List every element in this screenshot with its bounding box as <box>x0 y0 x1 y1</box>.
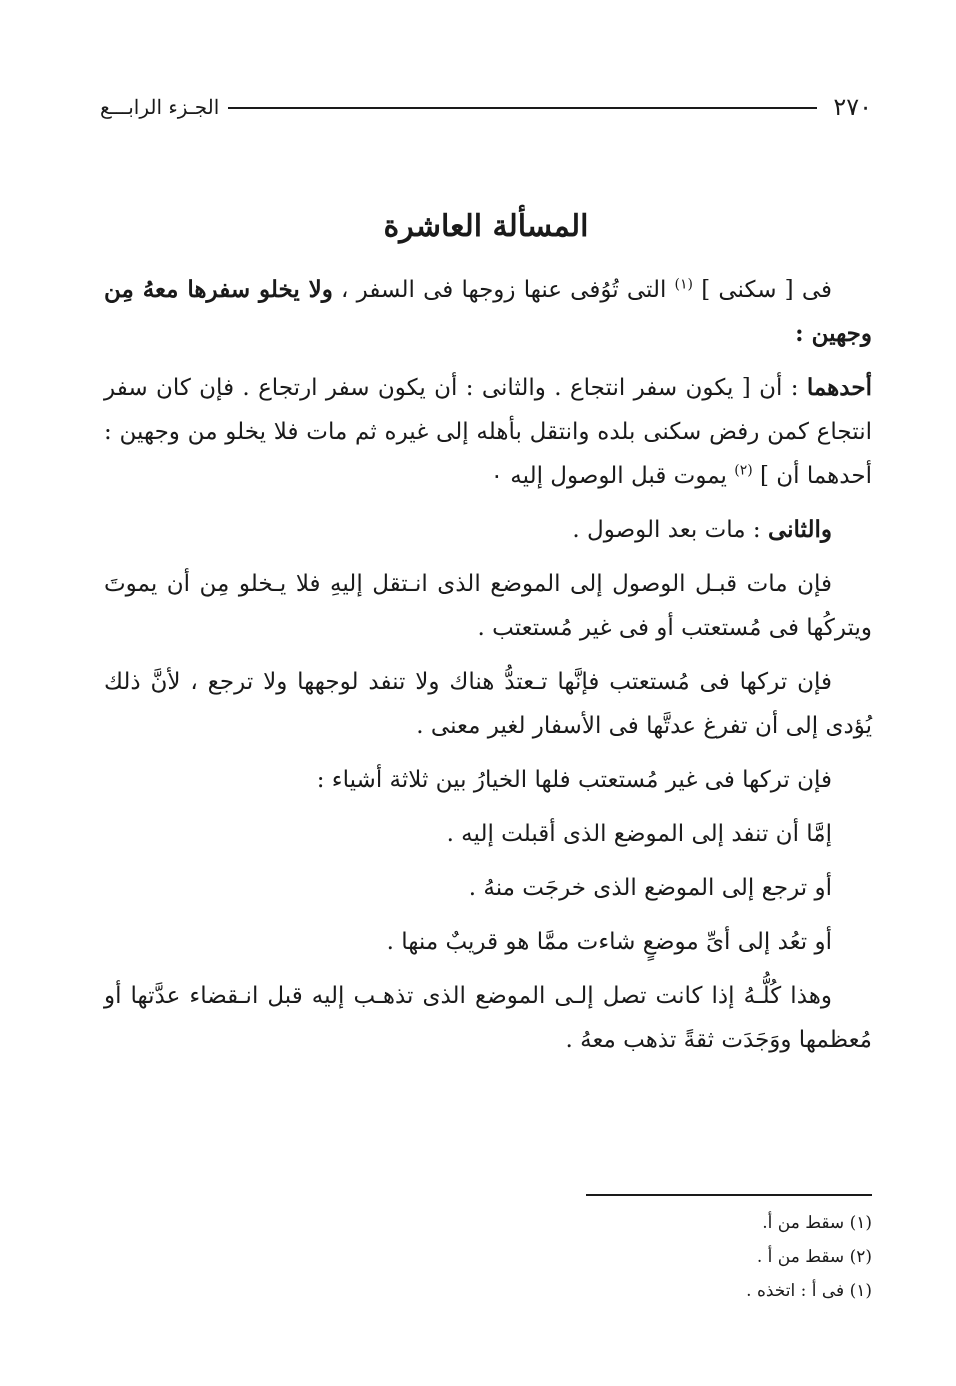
text-run: : أن [ يكون سفر انتجاع . والثانى : أن يكون سفر ارتجاع . فإن كان سفر انتجاع كمن رفض سكنى بلده وانتقل بأهله إلى غيره ثم مات فلا يخلو من وجهين : أحدهما أن ] <box>104 375 872 489</box>
bold-text: ولا يخلو سفرها معهُ مِن وجهين : <box>104 276 872 347</box>
bold-text: والثانى <box>767 516 832 543</box>
text-run: فى [ سكنى ] <box>693 277 832 303</box>
text-run: فإن مات قبـل الوصول إلى الموضع الذى انـتقل إليهِ فلا يـخلو مِن أن يموتَ ويتركُها فى مُستعتب أو فى غير مُستعتب . <box>104 571 872 641</box>
body-paragraph <box>104 508 872 552</box>
text-run: التى تُوُفى عنها زوجها فى السفر ، <box>332 277 675 303</box>
footnotes <box>372 1206 872 1308</box>
page-header <box>100 92 872 122</box>
footnote-rule <box>586 1194 872 1196</box>
footnote-item: (١) سقط من أ. <box>762 1213 872 1233</box>
text-run: إمَّا أن تنفد إلى الموضع الذى أقبلت إليه . <box>446 821 832 847</box>
body-paragraph <box>104 660 872 748</box>
text-run: أو ترجع إلى الموضع الذى خرجَت منهُ . <box>468 875 832 901</box>
body-paragraph <box>104 866 872 910</box>
body-paragraph <box>104 812 872 856</box>
chapter-title: المسألة العاشرة <box>383 209 589 244</box>
body-paragraph <box>104 366 872 498</box>
footnote-marker: (٢) <box>734 462 753 479</box>
header-rule <box>228 107 817 109</box>
body-paragraph <box>104 920 872 964</box>
bold-text: أحدهما <box>806 374 872 401</box>
body-paragraph <box>104 268 872 356</box>
body-paragraph <box>104 758 872 802</box>
text-run: أو تعُد إلى أىِّ موضعٍ شاءت ممَّا هو قريبٌ منها . <box>386 929 832 955</box>
text-run: : مات بعد الوصول . <box>572 517 768 543</box>
text-run: يموت قبل الوصول إليه ٠ <box>490 463 735 489</box>
footnote-item: (١) فى أ : اتخذه . <box>746 1281 872 1301</box>
running-title: الجـزء الرابـــع <box>100 95 220 119</box>
page-number: ٢٧٠ <box>833 93 872 121</box>
text-run: فإن تركها فى غير مُستعتب فلها الخيارُ بين ثلاثة أشياء : <box>316 767 832 793</box>
body-text <box>104 268 872 1072</box>
body-paragraph <box>104 974 872 1062</box>
footnote-item: (٢) سقط من أ . <box>756 1247 872 1267</box>
footnote-marker: (١) <box>674 276 694 293</box>
body-paragraph <box>104 562 872 650</box>
text-run: فإن تركها فى مُستعتب فإنَّها تـعتدُّ هناك ولا تنفد لوجهها ولا ترجع ، لأنَّ ذلك يُؤدى إلى أن تفرغ عدتَّها فى الأسفار لغير معنى . <box>104 669 872 739</box>
text-run: وهذا كُلُّـهُ إذا كانت تصل إلـى الموضع الذى تذهـب إليه قبل انـقضاء عدَّتها أو مُعظمها ووَجَدَت ثقةً تذهب معهُ . <box>104 983 872 1053</box>
